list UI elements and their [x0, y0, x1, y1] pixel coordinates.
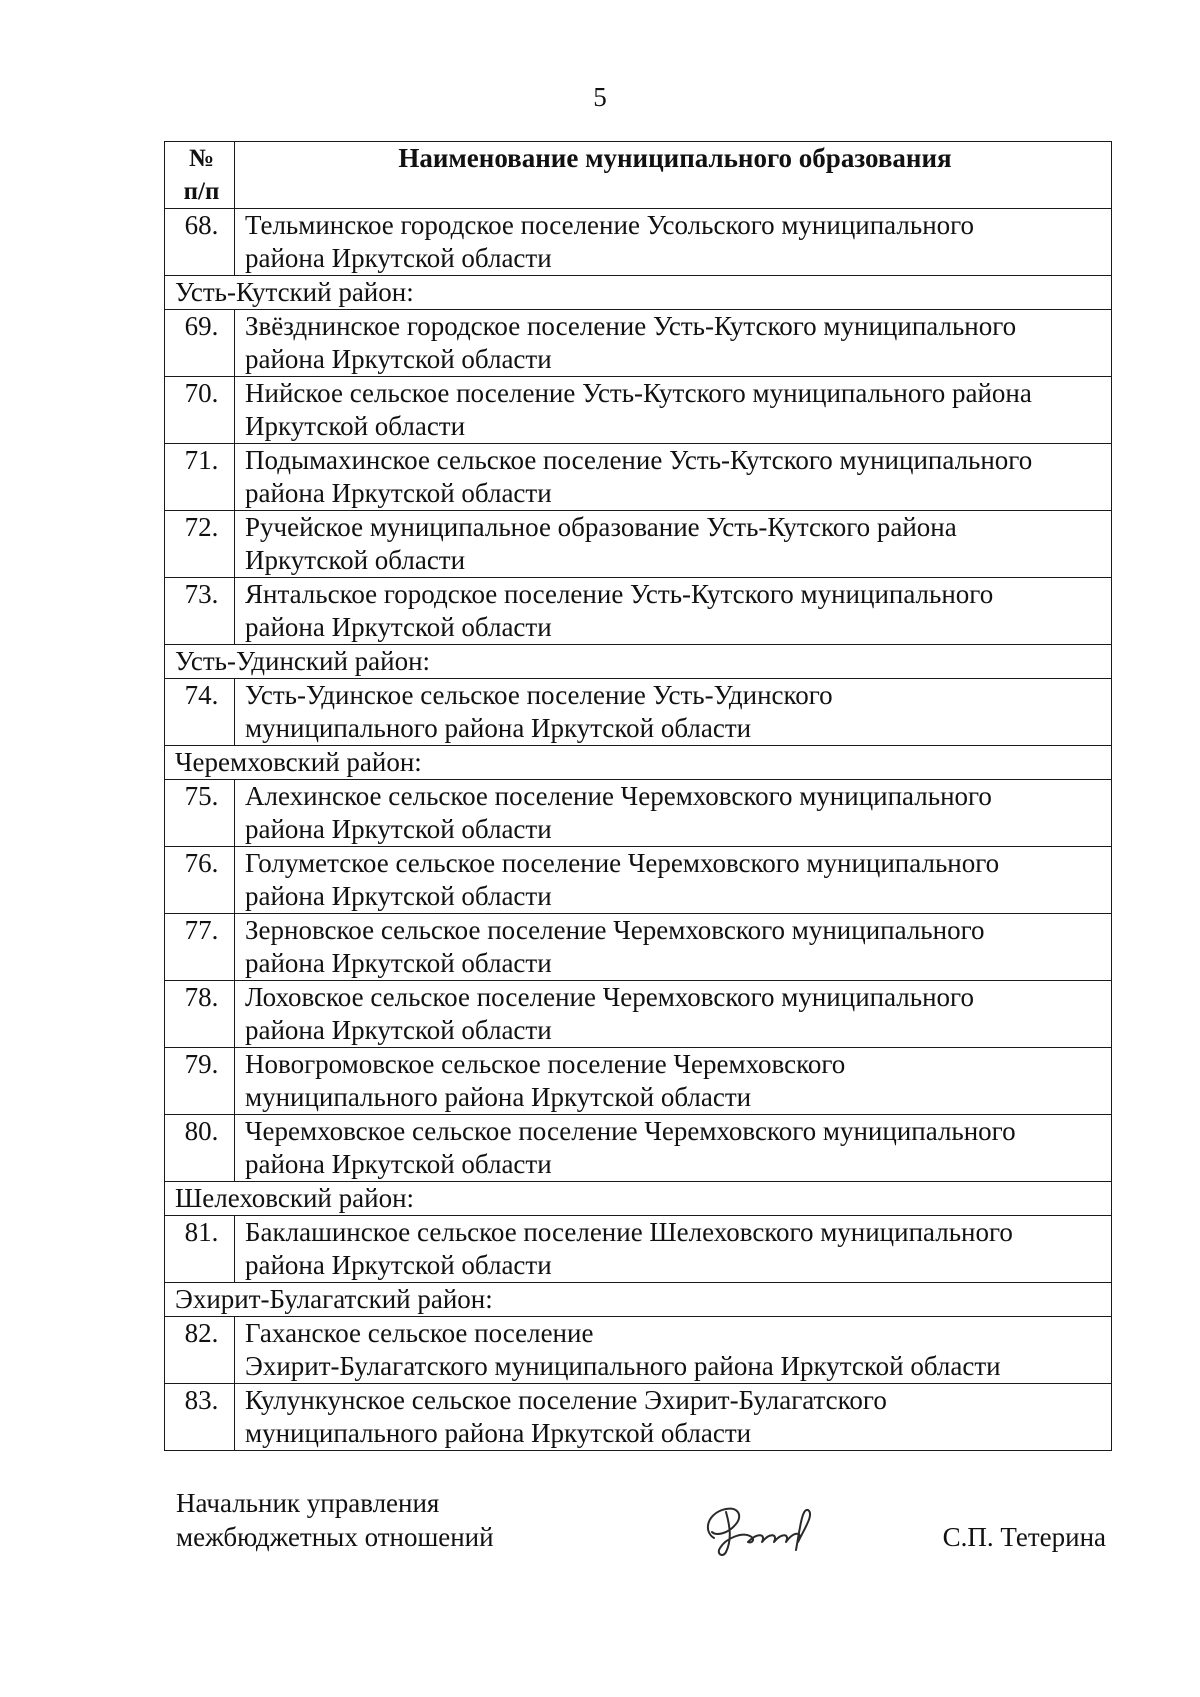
municipality-name: [235, 377, 1112, 444]
municipality-name-line: Кулункунское сельское поселение Эхирит-Булагатского: [245, 1385, 887, 1415]
table-row: [165, 444, 1112, 511]
municipality-name-line: района Иркутской области: [245, 948, 552, 978]
table-row: [165, 1048, 1112, 1115]
row-number: 71.: [165, 444, 235, 511]
row-number: 74.: [165, 679, 235, 746]
row-number: 83.: [165, 1384, 235, 1451]
municipality-name: [235, 679, 1112, 746]
municipality-name: [235, 780, 1112, 847]
municipality-name-line: Подымахинское сельское поселение Усть-Кутского муниципального: [245, 445, 1033, 475]
district-row: [165, 1283, 1112, 1317]
table-row: [165, 914, 1112, 981]
municipality-name-line: муниципального района Иркутской области: [245, 1082, 752, 1112]
municipality-name-line: района Иркутской области: [245, 243, 552, 273]
municipality-name-line: Голуметское сельское поселение Черемховского муниципального: [245, 848, 1000, 878]
row-number: 76.: [165, 847, 235, 914]
municipality-name-line: Черемховское сельское поселение Черемховского муниципального: [245, 1116, 1016, 1146]
row-number: 82.: [165, 1317, 235, 1384]
municipality-name-line: Иркутской области: [245, 545, 466, 575]
row-number: 81.: [165, 1216, 235, 1283]
page-number: 5: [593, 82, 607, 112]
municipality-name: [235, 1384, 1112, 1451]
signer-position-line1: Начальник управления: [176, 1488, 440, 1518]
municipality-name-line: района Иркутской области: [245, 612, 552, 642]
table-row: [165, 780, 1112, 847]
table-row: [165, 847, 1112, 914]
municipality-name-line: Нийское сельское поселение Усть-Кутского муниципального района: [245, 378, 1032, 408]
municipality-name: [235, 444, 1112, 511]
municipality-name-line: Баклашинское сельское поселение Шелеховского муниципального: [245, 1217, 1013, 1247]
municipality-name: [235, 1216, 1112, 1283]
row-number: 68.: [165, 209, 235, 276]
municipality-name-line: Лоховское сельское поселение Черемховского муниципального: [245, 982, 974, 1012]
municipality-name-line: района Иркутской области: [245, 881, 552, 911]
row-number: 80.: [165, 1115, 235, 1182]
header-number-abbr: п/п: [183, 178, 220, 205]
municipality-name: [235, 1048, 1112, 1115]
municipality-name: [235, 209, 1112, 276]
district-label: Шелеховский район:: [165, 1182, 1112, 1216]
municipality-name-line: Новогромовское сельское поселение Черемховского: [245, 1049, 846, 1079]
municipality-name: [235, 981, 1112, 1048]
municipality-name: [235, 310, 1112, 377]
district-label: Усть-Кутский район:: [165, 276, 1112, 310]
table-row: [165, 377, 1112, 444]
signer-position: [176, 1486, 494, 1554]
district-label: Черемховский район:: [165, 746, 1112, 780]
municipality-name-line: Иркутской области: [245, 411, 466, 441]
municipality-name-line: Звёзднинское городское поселение Усть-Кутского муниципального: [245, 311, 1017, 341]
district-row: [165, 1182, 1112, 1216]
municipality-name: [235, 1115, 1112, 1182]
table-row: [165, 1216, 1112, 1283]
municipality-name-line: района Иркутской области: [245, 1149, 552, 1179]
table-header-row: [165, 142, 1112, 209]
municipality-name-line: района Иркутской области: [245, 1015, 552, 1045]
municipality-name-line: района Иркутской области: [245, 478, 552, 508]
row-number: 72.: [165, 511, 235, 578]
municipality-name-line: Янтальское городское поселение Усть-Кутского муниципального: [245, 579, 994, 609]
handwritten-signature: [696, 1492, 846, 1562]
table-row: [165, 209, 1112, 276]
municipality-name-line: района Иркутской области: [245, 344, 552, 374]
table-row: [165, 310, 1112, 377]
row-number: 73.: [165, 578, 235, 645]
district-label: Усть-Удинский район:: [165, 645, 1112, 679]
municipality-name-line: района Иркутской области: [245, 814, 552, 844]
municipality-name: [235, 847, 1112, 914]
table-row: [165, 1317, 1112, 1384]
header-number: [165, 142, 235, 209]
municipality-name: [235, 914, 1112, 981]
district-row: [165, 276, 1112, 310]
row-number: 70.: [165, 377, 235, 444]
table-row: [165, 679, 1112, 746]
row-number: 77.: [165, 914, 235, 981]
municipality-name-line: района Иркутской области: [245, 1250, 552, 1280]
municipality-name-line: Гаханское сельское поселение: [245, 1318, 594, 1348]
signer-position-line2: межбюджетных отношений: [176, 1522, 494, 1552]
table-row: [165, 511, 1112, 578]
signer-name: С.П. Тетерина: [942, 1522, 1106, 1552]
municipality-name-line: Зерновское сельское поселение Черемховского муниципального: [245, 915, 985, 945]
municipality-name-line: муниципального района Иркутской области: [245, 1418, 752, 1448]
header-number-sign: №: [188, 145, 215, 172]
municipality-name-line: Ручейское муниципальное образование Усть-Кутского района: [245, 512, 957, 542]
table-row: [165, 578, 1112, 645]
header-name: Наименование муниципального образования: [235, 142, 1112, 209]
table-row: [165, 1115, 1112, 1182]
table-body: [165, 209, 1112, 1451]
municipality-name: [235, 578, 1112, 645]
municipality-name-line: Усть-Удинское сельское поселение Усть-Удинского: [245, 680, 833, 710]
municipality-name: [235, 511, 1112, 578]
row-number: 79.: [165, 1048, 235, 1115]
table-row: [165, 981, 1112, 1048]
row-number: 78.: [165, 981, 235, 1048]
district-label: Эхирит-Булагатский район:: [165, 1283, 1112, 1317]
municipality-name-line: Тельминское городское поселение Усольского муниципального: [245, 210, 975, 240]
municipality-name-line: Эхирит-Булагатского муниципального района Иркутской области: [245, 1351, 1001, 1381]
municipal-registry-table: [164, 141, 1112, 1451]
row-number: 75.: [165, 780, 235, 847]
municipality-name-line: муниципального района Иркутской области: [245, 713, 752, 743]
row-number: 69.: [165, 310, 235, 377]
district-row: [165, 645, 1112, 679]
district-row: [165, 746, 1112, 780]
municipality-name-line: Алехинское сельское поселение Черемховского муниципального: [245, 781, 992, 811]
table-row: [165, 1384, 1112, 1451]
municipality-name: [235, 1317, 1112, 1384]
